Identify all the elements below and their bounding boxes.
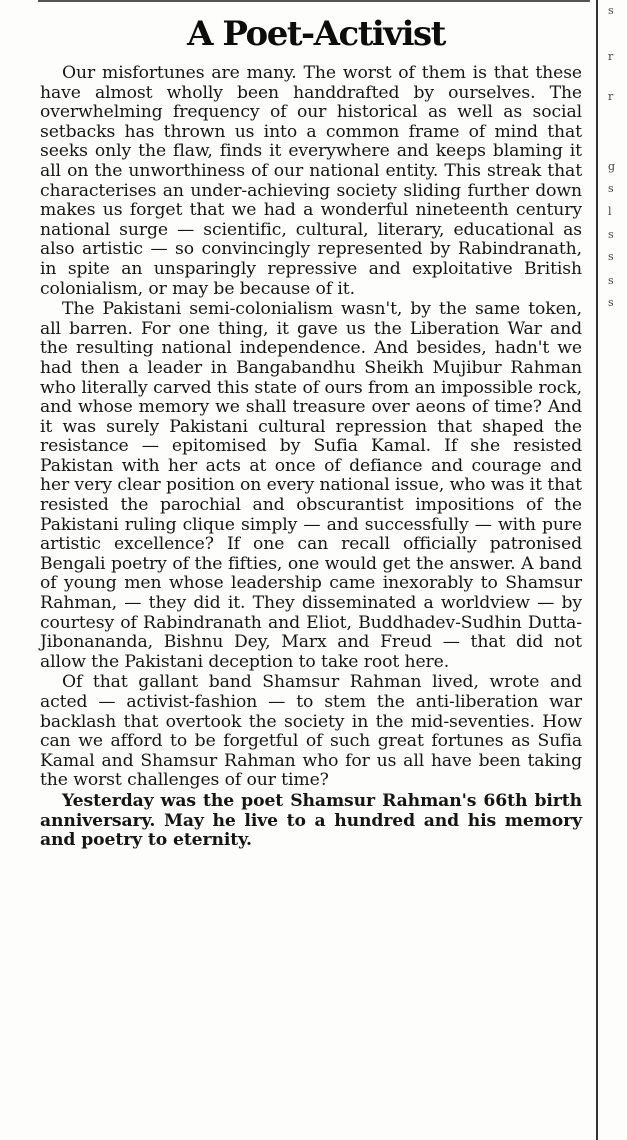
edge-char: g (608, 160, 616, 173)
edge-char: l (608, 205, 612, 218)
edge-char: s (608, 182, 614, 195)
edge-char: r (608, 50, 614, 63)
column-divider (596, 0, 598, 1140)
edge-char: r (608, 90, 614, 103)
edge-char: s (608, 250, 614, 263)
top-rule (38, 0, 590, 7)
edge-char: s (608, 296, 614, 309)
paragraph-3: Of that gallant band Shamsur Rahman lived, wrote and acted — activist-fashion — to stem the anti-liberation war backlash that overtook the society in the mid-seventies. How can we afford to be forgetful of such great fortunes as Sufia Kamal and Shamsur Rahman who for us all have been taking the worst challenges of our time? (40, 672, 582, 791)
paragraph-2: The Pakistani semi-colonialism wasn't, by the same token, all barren. For one thing, it gave us the Liberation War and the resulting national independence. And besides, hadn't we had then a leader in Bangabandhu Sheikh Mujibur Rahman who literally carved this state of ours from an impossible rock, and whose memory we shall treasure over aeons of time? And it was surely Pakistani cultural repression that shaped the resistance — epitomised by Sufia Kamal. If she resisted Pakistan with her acts at once of defiance and courage and her very clear position on every national issue, who was it that resisted the parochial and obscurantist impositions of the Pakistani ruling clique simply — and successfully — with pure artistic excellence? If one can recall officially patronised Bengali poetry of the fifties, one would get the answer. A band of young men whose leadership came inexorably to Shamsur Rahman, — they did it. They disseminated a worldview — by courtesy of Rabindranath and Eliot, Buddhadev-Sudhin Dutta-Jibonananda, Bishnu Dey, Marx and Freud — that did not allow the Pakistani deception to take root here. (40, 299, 582, 672)
headline: A Poet-Activist (187, 14, 445, 54)
article-body (40, 64, 582, 852)
adjacent-column-fragment (606, 0, 624, 1140)
paragraph-4: Yesterday was the poet Shamsur Rahman's 66th birth anniversary. May he live to a hundred and his memory and poetry to eternity. (40, 790, 582, 851)
edge-char: s (608, 4, 614, 17)
paragraph-1: Our misfortunes are many. The worst of them is that these have almost wholly been handdrafted by ourselves. The overwhelming frequency of our historical as well as social setbacks has thrown us into a common frame of mind that seeks only the flaw, finds it everywhere and keeps blaming it all on the unworthiness of our national entity. This streak that characterises an under-achieving society sliding further down makes us forget that we had a wonderful nineteenth century national surge — scientific, cultural, literary, educational as also artistic — so convincingly represented by Rabindranath, in spite an unsparingly repressive and exploitative British colonialism, or may be because of it. (40, 63, 582, 299)
edge-char: s (608, 274, 614, 287)
edge-char: s (608, 228, 614, 241)
